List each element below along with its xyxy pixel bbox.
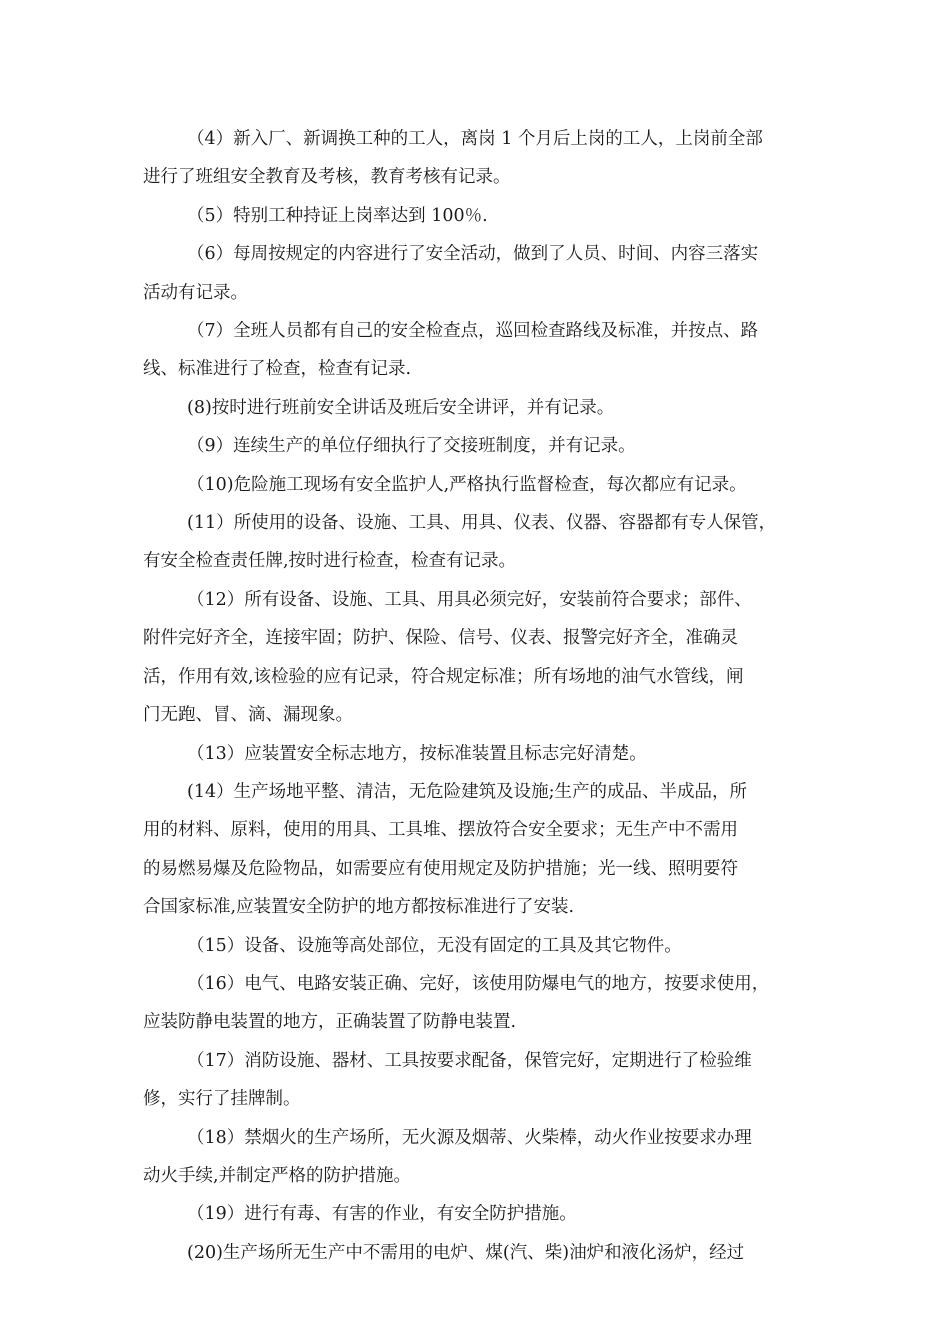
paragraph-line: 应装防静电装置的地方，正确装置了防静电装置. (143, 1012, 517, 1033)
paragraph-line: (11）所使用的设备、设施、工具、用具、仪表、仪器、容器都有专人保管， (187, 513, 777, 534)
paragraph (143, 504, 813, 581)
document-body (143, 120, 813, 1272)
paragraph-line: 进行了班组安全教育及考核，教育考核有记录。 (143, 167, 511, 188)
paragraph-line: （16）电气、电路安装正确、完好，该使用防爆电气的地方，按要求使用， (187, 973, 770, 994)
paragraph (143, 120, 813, 197)
paragraph-line: (8)按时进行班前安全讲话及班后安全讲评，并有记录。 (187, 397, 615, 418)
paragraph (143, 197, 813, 235)
paragraph-line: （10)危险施工现场有安全监护人,严格执行监督检查，每次都应有记录。 (187, 474, 747, 495)
paragraph (143, 389, 813, 427)
paragraph-line: 线、标准进行了检查，检查有记录. (143, 359, 412, 380)
paragraph-line: （13）应装置安全标志地方，按标准装置且标志完好清楚。 (187, 743, 647, 764)
paragraph (143, 466, 813, 504)
paragraph-line: （19）进行有毒、有害的作业，有安全防护措施。 (187, 1204, 577, 1225)
paragraph (143, 735, 813, 773)
paragraph-line: 动火手续,并制定严格的防护措施。 (143, 1165, 412, 1186)
paragraph-line: （15）设备、设施等高处部位，无没有固定的工具及其它物件。 (187, 935, 682, 956)
paragraph-line: 有安全检查责任牌,按时进行检查，检查有记录。 (143, 551, 517, 572)
paragraph-line: 门无跑、冒、滴、漏现象。 (143, 705, 353, 726)
paragraph-line: （6）每周按规定的内容进行了安全活动，做到了人员、时间、内容三落实 (187, 244, 759, 265)
paragraph-line: 的易燃易爆及危险物品，如需要应有使用规定及防护措施；光一线、照明要符 (143, 858, 738, 879)
paragraph-line: （12）所有设备、设施、工具、用具必须完好，安装前符合要求；部件、 (187, 589, 752, 610)
paragraph-line: （9）连续生产的单位仔细执行了交接班制度，并有记录。 (187, 436, 636, 457)
paragraph (143, 312, 813, 389)
paragraph (143, 427, 813, 465)
paragraph-line: 活动有记录。 (143, 282, 248, 303)
paragraph (143, 1195, 813, 1233)
paragraph-line: （7）全班人员都有自己的安全检查点，巡回检查路线及标准，并按点、路 (187, 321, 759, 342)
paragraph (143, 1234, 813, 1272)
paragraph-line: （4）新入厂、新调换工种的工人，离岗 1 个月后上岗的工人，上岗前全部 (187, 129, 763, 149)
paragraph (143, 1119, 813, 1196)
paragraph (143, 581, 813, 735)
paragraph-line: (14）生产场地平整、清洁，无危险建筑及设施;生产的成品、半成品，所 (187, 781, 747, 802)
paragraph-line: （5）特别工种持证上岗率达到 100％. (187, 205, 488, 226)
paragraph-line: （18）禁烟火的生产场所，无火源及烟蒂、火柴棒，动火作业按要求办理 (187, 1127, 752, 1148)
paragraph-line: 附件完好齐全，连接牢固；防护、保险、信号、仪表、报警完好齐全，准确灵 (143, 628, 738, 649)
paragraph-line: (20)生产场所无生产中不需用的电炉、煤(汽、柴)油炉和液化汤炉，经过 (187, 1242, 745, 1263)
paragraph (143, 235, 813, 312)
paragraph-line: 修，实行了挂牌制。 (143, 1089, 301, 1110)
paragraph-line: 合国家标准,应装置安全防护的地方都按标准进行了安装. (143, 897, 575, 918)
paragraph (143, 1042, 813, 1119)
paragraph (143, 773, 813, 927)
paragraph-line: （17）消防设施、器材、工具按要求配备，保管完好，定期进行了检验维 (187, 1050, 752, 1071)
paragraph (143, 927, 813, 965)
paragraph-line: 活，作用有效,该检验的应有记录，符合规定标准；所有场地的油气水管线，闸 (143, 666, 744, 687)
paragraph-line: 用的材料、原料，使用的用具、工具堆、摆放符合安全要求；无生产中不需用 (143, 820, 738, 841)
paragraph (143, 965, 813, 1042)
